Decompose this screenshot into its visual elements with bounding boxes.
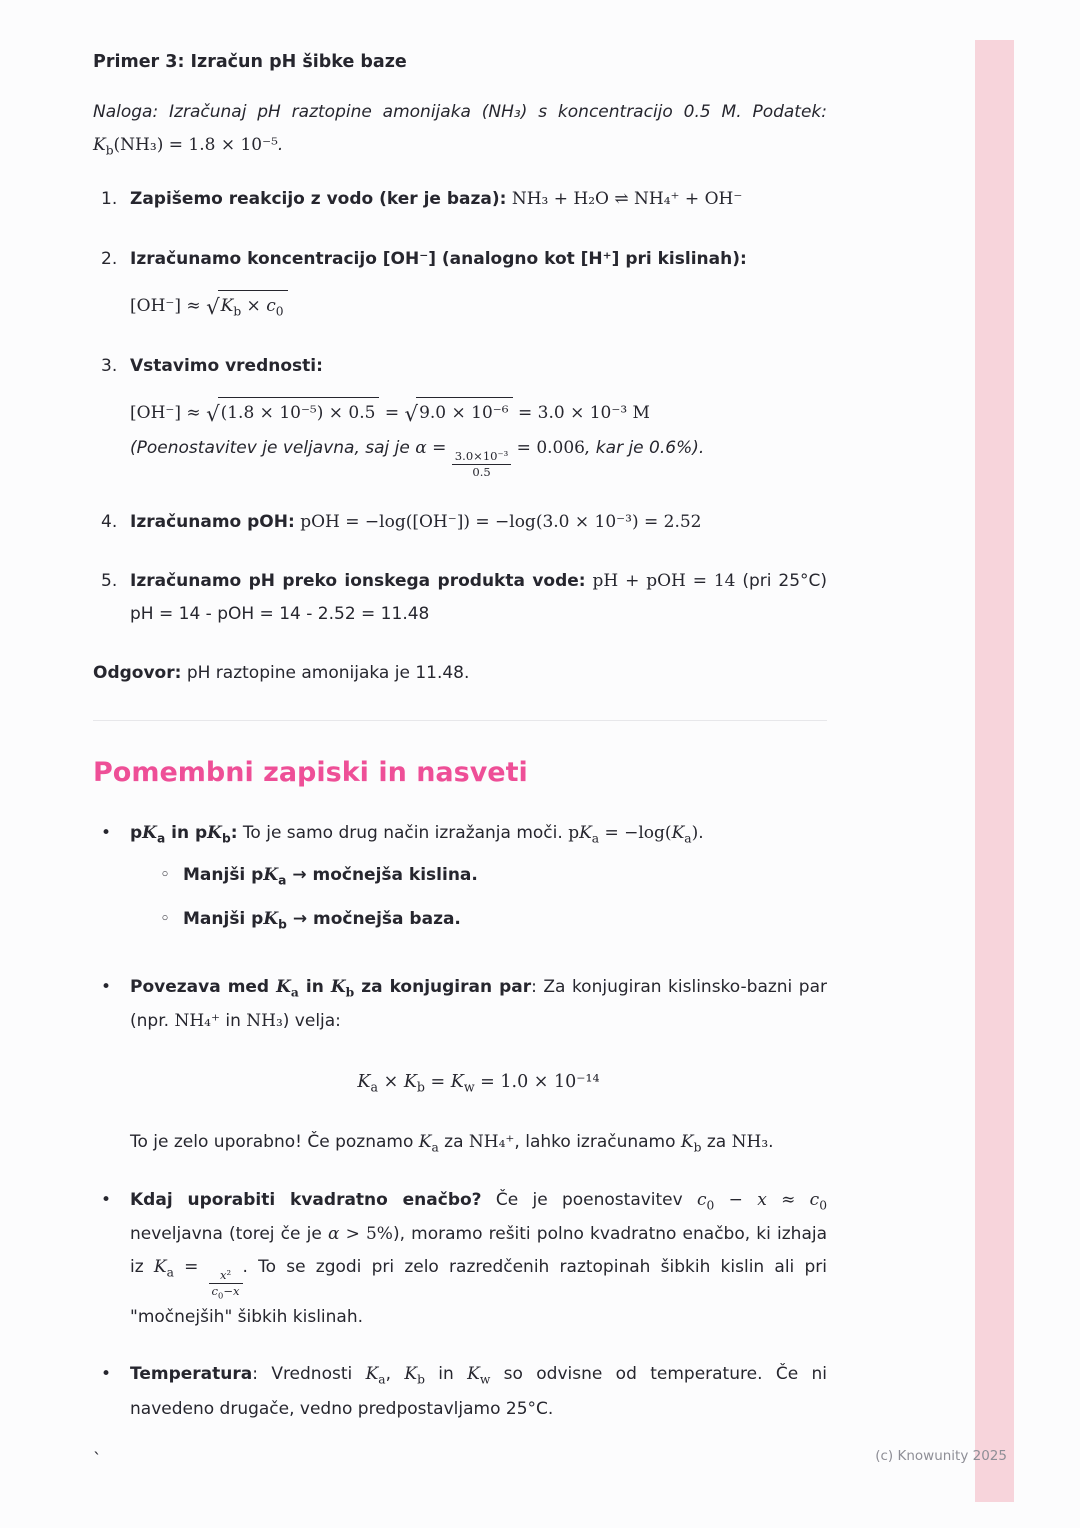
circle-bullet-icon: ◦ (160, 908, 171, 929)
step-text: Zapišemo reakcijo z vodo (ker je baza): NH₃ + H₂O ⇌ NH₄⁺ + OH⁻ (130, 189, 743, 210)
step-number: 3. (101, 355, 118, 376)
step-text: Izračunamo pOH: pOH = −log([OH⁻]) = −log(3.0 × 10⁻³) = 2.52 (130, 511, 702, 532)
step-4 (101, 506, 827, 539)
step-2 (101, 243, 827, 324)
notes-heading: Pomembni zapiski in nasveti (93, 757, 528, 789)
section-divider (93, 720, 827, 721)
sub-note-pka (160, 859, 827, 893)
stray-backtick: ` (93, 1449, 102, 1470)
example3-title: Primer 3: Izračun pH šibke baze (93, 52, 407, 72)
step-number: 4. (101, 511, 118, 532)
sub-notes-list (160, 859, 827, 937)
sub-note-pkb (160, 903, 827, 937)
note-pka-pkb (101, 817, 827, 948)
bullet-icon: • (101, 822, 112, 843)
bullet-icon: • (101, 1364, 112, 1385)
notes-list (101, 817, 827, 1426)
step-5 (101, 565, 827, 631)
sub-note-text: Manjši $pK_b$ → močnejša baza. (183, 908, 461, 932)
solution-steps (101, 183, 827, 631)
circle-bullet-icon: ◦ (160, 864, 171, 885)
step-body (130, 243, 827, 324)
bullet-icon: • (101, 977, 112, 998)
bullet-text: Temperatura: Vrednosti $K_a$, $K_b$ in $K_w$ so odvisne od temperature. Če ni navedeno drugače, vedno predpostavljamo 25°C. (130, 1364, 828, 1419)
ka-kb-kw-formula: $K_a \times K_b = K_w = 1.0 \times 10^{-14}$ (357, 1071, 600, 1095)
bullet-text: Kdaj uporabiti kvadratno enačbo? Če je poenostavitev $c_0 - x \approx c_0$ neveljavna (torej če je α > 5%), moramo rešiti polno kvadratno enačbo, ki izhaja iz $K_a$ = $\frac{\text{x²}}{c_0-x}$ . To se zgodi pri zelo razredčenih raztopinah šibkih kislin ali pri "močnejših" šibkih kislinah. (130, 1189, 827, 1328)
bullet-text: $pK_a$ in $pK_b$: To je samo drug način izražanja moči. $pK_a = -\log(K_a)$. (130, 822, 704, 845)
bullet-body (130, 971, 827, 1160)
note-temperature (101, 1358, 827, 1425)
step-body (130, 565, 827, 631)
bullet-text: Povezava med $K_a$ in $K_b$ za konjugiran par: Za konjugiran kislinsko-bazni par (npr. NH₄⁺ in NH₃) velja: (130, 977, 827, 1032)
note-quadratic-equation (101, 1184, 827, 1335)
sub-note-text: Manjši $pK_a$ → močnejša kislina. (183, 864, 478, 888)
step-body (130, 506, 827, 539)
bullet-followup-text: To je zelo uporabno! Če poznamo $K_a$ za NH₄⁺, lahko izračunamo $K_b$ za NH₃. (130, 1131, 774, 1155)
bullet-body (130, 1184, 827, 1335)
task-statement: Naloga: Izračunaj pH raztopine amonijaka (NH₃) s koncentracijo 0.5 M. Podatek: $K_b(NH_3) = 1.8 \times 10^{-5}$. (93, 102, 827, 158)
step-number: 5. (101, 571, 118, 591)
step-1 (101, 183, 827, 216)
answer-line: Odgovor: pH raztopine amonijaka je 11.48. (93, 663, 470, 684)
step-number: 2. (101, 248, 118, 269)
step-body (130, 183, 827, 216)
step-text: Izračunamo koncentracijo [OH⁻] (analogno kot [H⁺] pri kislinah): (130, 248, 747, 269)
page-footer: (c) Knowunity 2025 (875, 1448, 1007, 1464)
step-number: 1. (101, 189, 118, 210)
bullet-body (130, 1358, 827, 1425)
step-text: Vstavimo vrednosti: (130, 355, 323, 376)
note-ka-kb-relation (101, 971, 827, 1160)
oh-approximation-formula: $[OH^-] \approx √K_b \times c_0$ (130, 290, 827, 322)
step-text: Izračunamo pH preko ionskega produkta vode: pH + pOH = 14 (pri 25°C) pH = 14 - pOH = 14 - 2.52 = 11.48 (130, 571, 828, 625)
oh-calculation-formula: [OH⁻] ≈ √(1.8 × 10⁻⁵) × 0.5 = √9.0 × 10⁻⁶ = 3.0 × 10⁻³ M (130, 397, 827, 428)
simplification-note: (Poenostavitev je veljavna, saj je α = $\frac{\text{3.0×10⁻³}}{0.5}$ = 0.006, kar je 0.6%). (130, 437, 705, 479)
decorative-pink-stripe (975, 40, 1014, 1502)
bullet-icon: • (101, 1189, 112, 1210)
bullet-body (130, 817, 827, 948)
step-body (130, 350, 827, 480)
step-3 (101, 350, 827, 480)
